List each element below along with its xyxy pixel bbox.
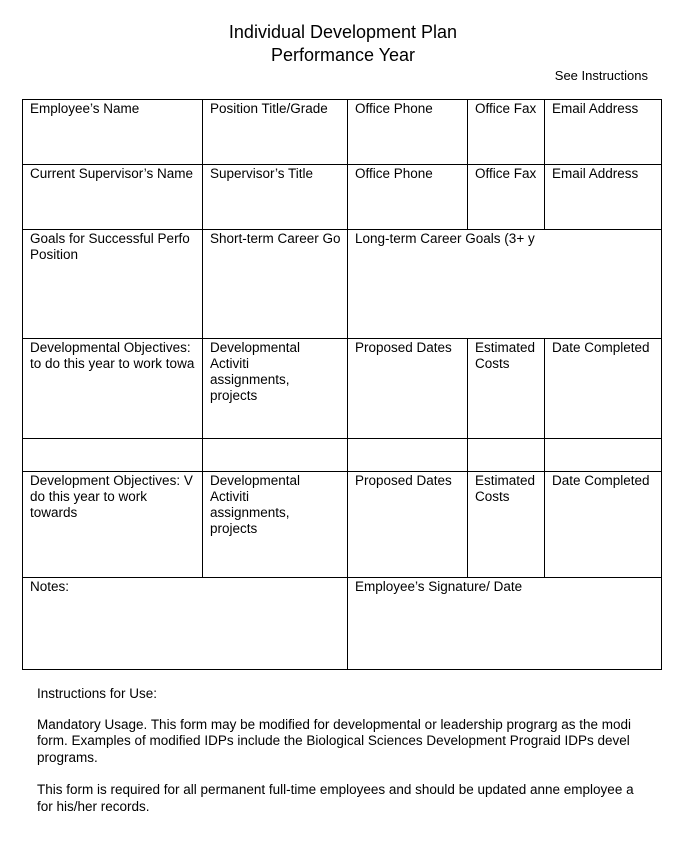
developmental-objectives-row xyxy=(23,339,662,439)
dev-activities-2-label: Developmental Activiti assignments, projects xyxy=(210,473,301,536)
development-objectives-row xyxy=(23,472,662,578)
short-term-goals-label: Short-term Career Go xyxy=(210,231,341,246)
blank-cell[interactable] xyxy=(468,439,545,472)
supervisor-fax-field[interactable] xyxy=(468,165,545,230)
idp-form-table xyxy=(22,99,662,670)
dev-objectives-2-label: Development Objectives: V do this year to work towards xyxy=(30,473,193,520)
proposed-dates-2-label: Proposed Dates xyxy=(355,473,452,488)
instructions-heading: Instructions for Use: xyxy=(37,686,158,701)
supervisor-fax-label: Office Fax xyxy=(475,166,537,181)
blank-row xyxy=(23,439,662,472)
position-title-field[interactable] xyxy=(203,100,348,165)
dev-activities-2-field[interactable] xyxy=(203,472,348,578)
employee-name-field[interactable] xyxy=(23,100,203,165)
long-term-goals-field[interactable] xyxy=(348,230,662,339)
dev-activities-label: Developmental Activiti assignments, projects xyxy=(210,340,301,403)
supervisor-info-row xyxy=(23,165,662,230)
instructions-requirement: This form is required for all permanent full-time employees and should be updated anne employee a for his/her records. xyxy=(37,782,634,814)
document-subtitle: Performance Year xyxy=(270,45,416,65)
dev-objectives-2-field[interactable] xyxy=(23,472,203,578)
supervisor-name-field[interactable] xyxy=(23,165,203,230)
position-title-label: Position Title/Grade xyxy=(210,101,328,116)
office-fax-label: Office Fax xyxy=(475,101,537,116)
estimated-costs-field[interactable] xyxy=(468,339,545,439)
dev-activities-field[interactable] xyxy=(203,339,348,439)
proposed-dates-label: Proposed Dates xyxy=(355,340,452,355)
instructions-section xyxy=(37,686,677,831)
goals-field[interactable] xyxy=(23,230,203,339)
email-address-field[interactable] xyxy=(545,100,662,165)
estimated-costs-2-label: Estimated Costs xyxy=(475,473,536,504)
office-phone-field[interactable] xyxy=(348,100,468,165)
estimated-costs-2-field[interactable] xyxy=(468,472,545,578)
instructions-mandatory-usage: Mandatory Usage. This form may be modified for developmental or leadership prograrg as the modi form. Examples of modified IDPs include the Biological Sciences Development Prograid IDPs devel programs. xyxy=(37,716,632,765)
supervisor-name-label: Current Supervisor’s Name xyxy=(30,166,194,181)
notes-signature-row xyxy=(23,578,662,670)
blank-cell[interactable] xyxy=(348,439,468,472)
supervisor-phone-field[interactable] xyxy=(348,165,468,230)
notes-label: Notes: xyxy=(30,579,70,594)
office-phone-label: Office Phone xyxy=(355,101,433,116)
supervisor-title-field[interactable] xyxy=(203,165,348,230)
supervisor-email-label: Email Address xyxy=(552,166,639,181)
date-completed-2-field[interactable] xyxy=(545,472,662,578)
date-completed-label: Date Completed xyxy=(552,340,650,355)
long-term-goals-label: Long-term Career Goals (3+ y xyxy=(355,231,535,246)
short-term-goals-field[interactable] xyxy=(203,230,348,339)
document-title: Individual Development Plan xyxy=(228,22,458,42)
goals-row xyxy=(23,230,662,339)
goals-label: Goals for Successful Perfo Position xyxy=(30,231,190,262)
supervisor-email-field[interactable] xyxy=(545,165,662,230)
employee-name-label: Employee’s Name xyxy=(30,101,140,116)
see-instructions-link[interactable]: See Instructions xyxy=(554,68,648,83)
blank-cell[interactable] xyxy=(23,439,203,472)
dev-objectives-label: Developmental Objectives: to do this year to work towa xyxy=(30,340,195,371)
date-completed-2-label: Date Completed xyxy=(552,473,650,488)
notes-field[interactable] xyxy=(23,578,348,670)
office-fax-field[interactable] xyxy=(468,100,545,165)
email-address-label: Email Address xyxy=(552,101,639,116)
employee-info-row xyxy=(23,100,662,165)
employee-signature-field[interactable] xyxy=(348,578,662,670)
estimated-costs-label: Estimated Costs xyxy=(475,340,536,371)
proposed-dates-2-field[interactable] xyxy=(348,472,468,578)
proposed-dates-field[interactable] xyxy=(348,339,468,439)
employee-signature-label: Employee’s Signature/ Date xyxy=(355,579,523,594)
supervisor-phone-label: Office Phone xyxy=(355,166,433,181)
blank-cell[interactable] xyxy=(203,439,348,472)
blank-cell[interactable] xyxy=(545,439,662,472)
supervisor-title-label: Supervisor’s Title xyxy=(210,166,314,181)
date-completed-field[interactable] xyxy=(545,339,662,439)
dev-objectives-field[interactable] xyxy=(23,339,203,439)
